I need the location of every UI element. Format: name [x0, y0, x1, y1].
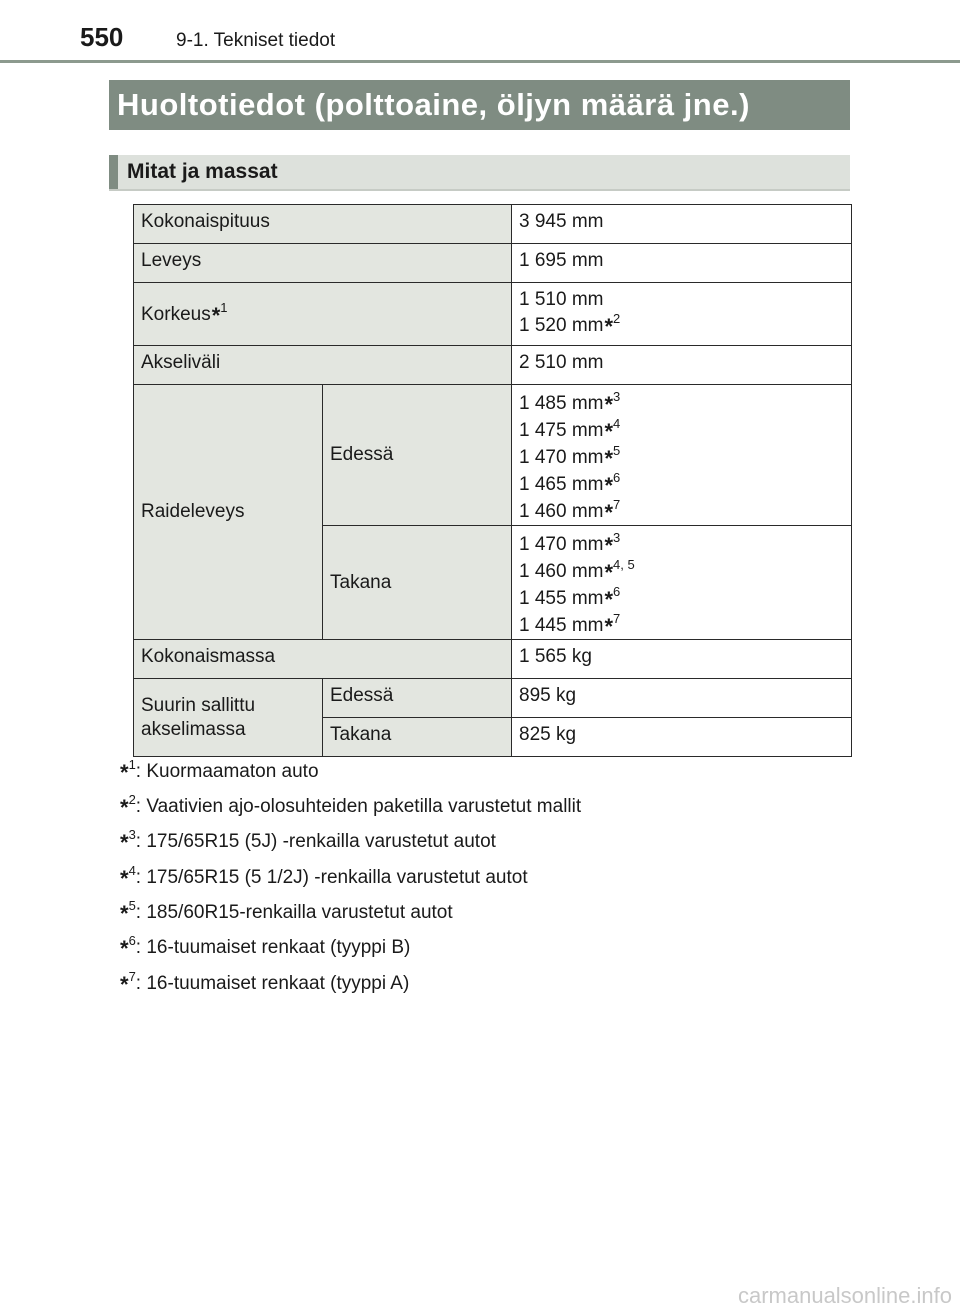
footnote-ref: 2 [613, 311, 621, 326]
value-line [519, 288, 844, 312]
sub-label: Edessä [323, 385, 512, 526]
header-rule [0, 60, 960, 63]
row-value [512, 283, 852, 346]
value-line [519, 612, 844, 639]
footnote-ref: 6 [613, 584, 621, 599]
table-row [134, 679, 852, 718]
footnote-number: 6 [128, 933, 136, 948]
footnote-number: 1 [128, 757, 136, 772]
value-text: 1 455 mm [519, 588, 604, 609]
footnote [120, 792, 581, 818]
footnote [120, 898, 453, 924]
value-text: 1 470 mm [519, 534, 604, 555]
footnote-star: * [604, 446, 614, 471]
label-text: Korkeus [141, 303, 211, 325]
footnote-star: * [604, 314, 614, 339]
footnote-star: * [604, 614, 614, 639]
footnote-ref: 1 [220, 299, 228, 315]
watermark: carmanualsonline.info [737, 1283, 952, 1308]
value-line [519, 558, 844, 585]
subsection-banner [109, 155, 850, 191]
row-value: 895 kg [512, 679, 852, 718]
footnote-number: 2 [128, 792, 136, 807]
row-label: Kokonaispituus [134, 205, 512, 244]
table-row [134, 385, 852, 526]
footnote-star: * [120, 760, 129, 785]
table-row [134, 346, 852, 385]
main-title: Huoltotiedot (polttoaine, öljyn määrä jne.) [109, 80, 850, 130]
footnote-text: : Vaativien ajo-olosuhteiden paketilla varustetut mallit [135, 796, 582, 817]
sub-label: Takana [323, 718, 512, 757]
footnote-text: : 175/65R15 (5 1/2J) -renkailla varustetut autot [135, 867, 528, 888]
row-label: Raideleveys [134, 385, 323, 640]
footnote-ref: 6 [613, 470, 621, 485]
footnote-star: * [211, 302, 221, 328]
footnote [120, 827, 496, 853]
value-line [519, 531, 844, 558]
sub-label: Takana [323, 526, 512, 640]
page-header [0, 0, 960, 62]
row-value [512, 526, 852, 640]
footnote-ref: 4, 5 [613, 557, 635, 572]
footnote-star: * [120, 972, 129, 997]
footnote [120, 969, 409, 995]
specs-table [133, 204, 852, 757]
table-row [134, 244, 852, 283]
footnote-star: * [604, 500, 614, 525]
row-value: 2 510 mm [512, 346, 852, 385]
value-text: 1 485 mm [519, 393, 604, 414]
page-number: 550 [80, 22, 124, 52]
value-text: 1 510 mm [519, 289, 604, 310]
footnote-number: 3 [128, 827, 136, 842]
footnote-star: * [120, 901, 129, 926]
footnote-text: : 185/60R15-renkailla varustetut autot [135, 902, 453, 923]
footnote-text: : 16-tuumaiset renkaat (tyyppi A) [135, 973, 410, 994]
row-label [134, 283, 512, 346]
footnote-text: : Kuormaamaton auto [135, 761, 319, 782]
footnote-ref: 7 [613, 611, 621, 626]
section-title: 9-1. Tekniset tiedot [176, 30, 336, 51]
row-value: 1 695 mm [512, 244, 852, 283]
footnote-star: * [120, 936, 129, 961]
value-line [519, 585, 844, 612]
row-value [512, 385, 852, 526]
subsection-title: Mitat ja massat [127, 160, 278, 183]
value-line [519, 471, 844, 498]
footnote-number: 5 [128, 898, 136, 913]
table-row [134, 640, 852, 679]
footnote-ref: 7 [613, 497, 621, 512]
footnote-number: 7 [128, 969, 136, 984]
value-text: 1 465 mm [519, 474, 604, 495]
row-label: Akseliväli [134, 346, 512, 385]
footnote [120, 757, 319, 783]
value-line [519, 312, 844, 339]
value-text: 1 460 mm [519, 561, 604, 582]
row-label: Suurin sallittu akselimassa [134, 679, 323, 757]
footnote-star: * [604, 587, 614, 612]
subsection-bar [109, 155, 118, 189]
footnote-star: * [120, 866, 129, 891]
footnote-text: : 175/65R15 (5J) -renkailla varustetut autot [135, 831, 496, 852]
value-line [519, 498, 844, 525]
footnote-ref: 3 [613, 530, 621, 545]
value-text: 1 475 mm [519, 420, 604, 441]
footnote-star: * [120, 795, 129, 820]
value-line [519, 390, 844, 417]
footnote-star: * [604, 533, 614, 558]
footnote-star: * [604, 419, 614, 444]
footnote-ref: 3 [613, 389, 621, 404]
row-value: 825 kg [512, 718, 852, 757]
value-line [519, 417, 844, 444]
table-row [134, 205, 852, 244]
value-line [519, 444, 844, 471]
footnote [120, 863, 528, 889]
footnote [120, 933, 410, 959]
footnote-ref: 4 [613, 416, 621, 431]
table-row [134, 283, 852, 346]
footnote-text: : 16-tuumaiset renkaat (tyyppi B) [135, 937, 411, 958]
sub-label: Edessä [323, 679, 512, 718]
footnote-number: 4 [128, 863, 136, 878]
row-value: 3 945 mm [512, 205, 852, 244]
value-text: 1 460 mm [519, 501, 604, 522]
row-value: 1 565 kg [512, 640, 852, 679]
footnote-star: * [120, 830, 129, 855]
value-text: 1 520 mm [519, 315, 604, 336]
footnote-star: * [604, 392, 614, 417]
row-label: Kokonaismassa [134, 640, 512, 679]
footnote-ref: 5 [613, 443, 621, 458]
footnote-star: * [604, 560, 614, 585]
footnote-star: * [604, 473, 614, 498]
row-label: Leveys [134, 244, 512, 283]
value-text: 1 445 mm [519, 615, 604, 636]
value-text: 1 470 mm [519, 447, 604, 468]
